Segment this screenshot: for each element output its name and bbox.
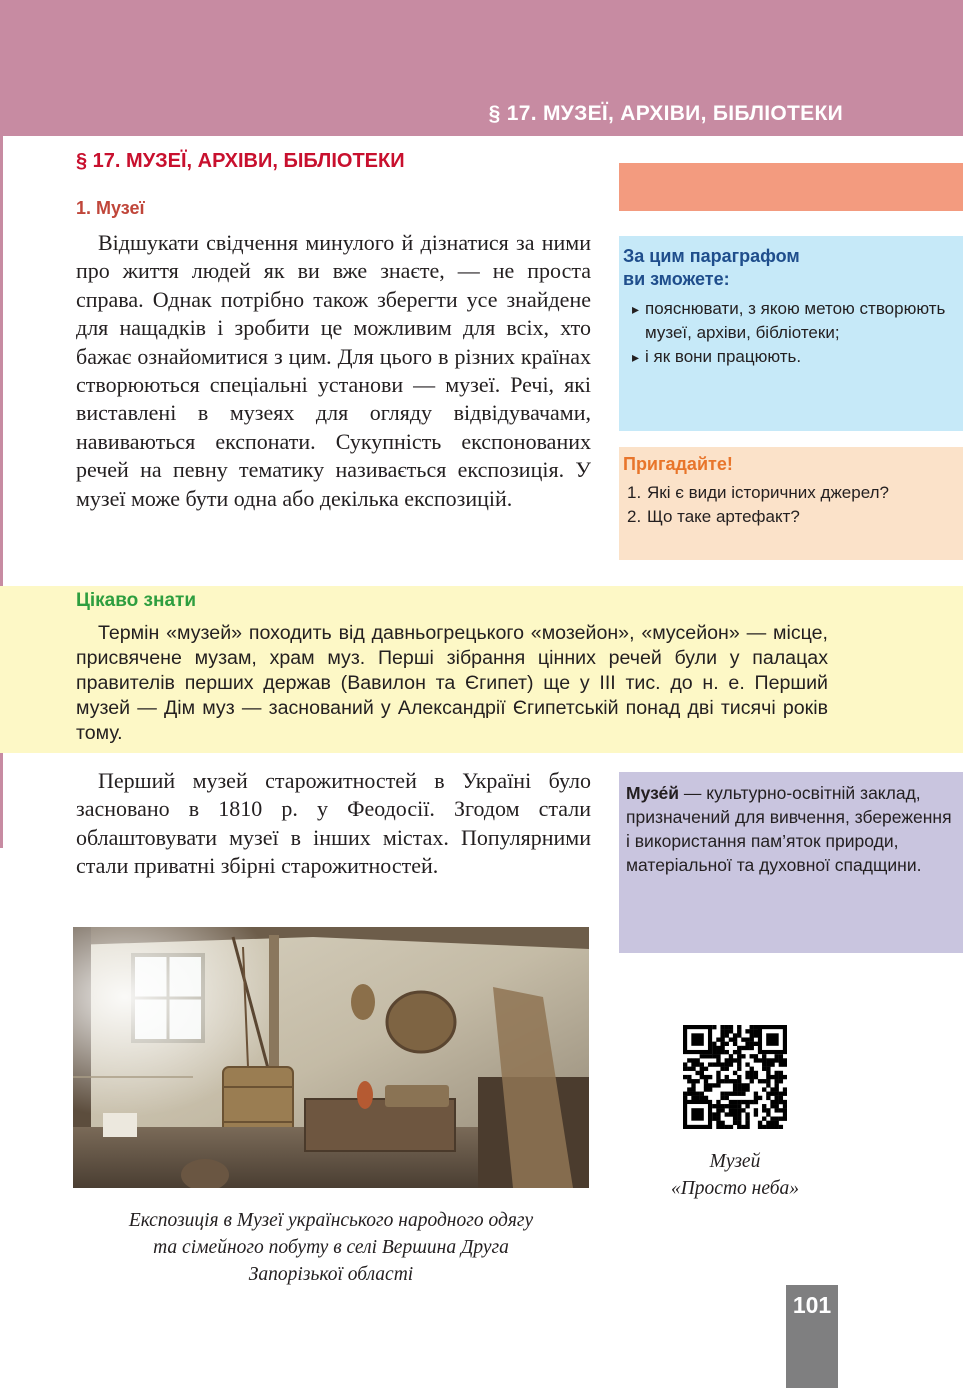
running-head: § 17. МУЗЕЇ, АРХІВИ, БІБЛІОТЕКИ (488, 102, 843, 125)
goals-item: ▸ пояснювати, з якою метою створюють музеї, архіви, бібліотеки; (623, 297, 953, 345)
definition-box (619, 772, 963, 953)
recall-list (623, 481, 953, 529)
body-paragraph-1: Відшукати свідчення минулого й дізнатися за ними про життя людей як ви вже знаєте, — не проста справа. Однак потрібно також зберегти усе знайдене для нащадків і зробити це можливим для всіх, хто бажає ознайомитися з цим. Для цього в різних країнах створюються спеціальні установи — музеї. Речі, які виставлені в музеях для огляду відвідувачами, навиваються експонати. Сукупність експонованих речей на певну тематику називається експозиція. У музеї може бути одна або декілька експозицій. (76, 230, 591, 511)
museum-photo (73, 927, 589, 1188)
photo-caption-line: Запорізької області (248, 1264, 414, 1285)
recall-item-text: Які є види історичних джерел? (647, 483, 889, 502)
recall-item (623, 481, 953, 505)
body-paragraph-2: Перший музей старожитностей в Україні було засновано в 1810 р. у Феодосії. Згодом стали облаштовувати музеї в інших містах. Популярними стали приватні збірні старожитностей. (76, 768, 591, 879)
fact-text: Термін «музей» походить від давньогрецького «мозейон», «мусейон» — місце, присвячене музам, храм муз. Перші зібрання цінних речей були у палацах правителів перших держав (Вавилон та Єгипет) ще у ІІІ тис. до н. е. Перший музей — Дім муз — заснований у Александрії Єгипетській понад дві тисячі років тому. (76, 622, 828, 744)
photo-caption-line: та сімейного побуту в селі Вершина Друга (153, 1237, 509, 1258)
recall-item-number: 1. (627, 483, 642, 502)
fact-title: Цікаво знати (76, 590, 197, 611)
photo-caption (73, 1207, 589, 1288)
page-number: 101 (792, 1292, 832, 1318)
goals-title-line: За цим параграфом (623, 246, 800, 266)
recall-title: Пригадайте! (623, 454, 733, 474)
interesting-fact-box (0, 586, 963, 753)
subsection-title: 1. Музеї (76, 198, 145, 218)
qr-code-graphic (683, 1025, 787, 1129)
goals-title (623, 245, 953, 291)
qr-caption-line: Музей (709, 1151, 761, 1172)
goals-list (623, 297, 953, 369)
page-number-tab (786, 1285, 838, 1388)
photo-caption-line: Експозиція в Музеї українського народного одягу (128, 1210, 534, 1231)
section-title: § 17. МУЗЕЇ, АРХІВИ, БІБЛІОТЕКИ (76, 150, 405, 172)
qr-caption-line: «Просто неба» (670, 1178, 800, 1199)
goals-box (619, 236, 963, 431)
definition-term: Музе́й (626, 783, 680, 803)
qr-caption (630, 1148, 840, 1202)
recall-box (619, 447, 963, 560)
qr-code[interactable] (683, 1025, 787, 1129)
recall-item-text: Що таке артефакт? (647, 507, 800, 526)
decorative-bar (619, 163, 963, 211)
recall-item (623, 505, 953, 529)
goals-item: ▸ і як вони працюють. (623, 345, 953, 369)
goals-title-line: ви зможете: (623, 269, 730, 289)
definition-text: — культурно-освітній заклад, призначений для вивчення, збереження і використання пам’яток природи, матеріальної та духовної спадщини. (626, 783, 952, 875)
recall-item-number: 2. (627, 507, 642, 526)
